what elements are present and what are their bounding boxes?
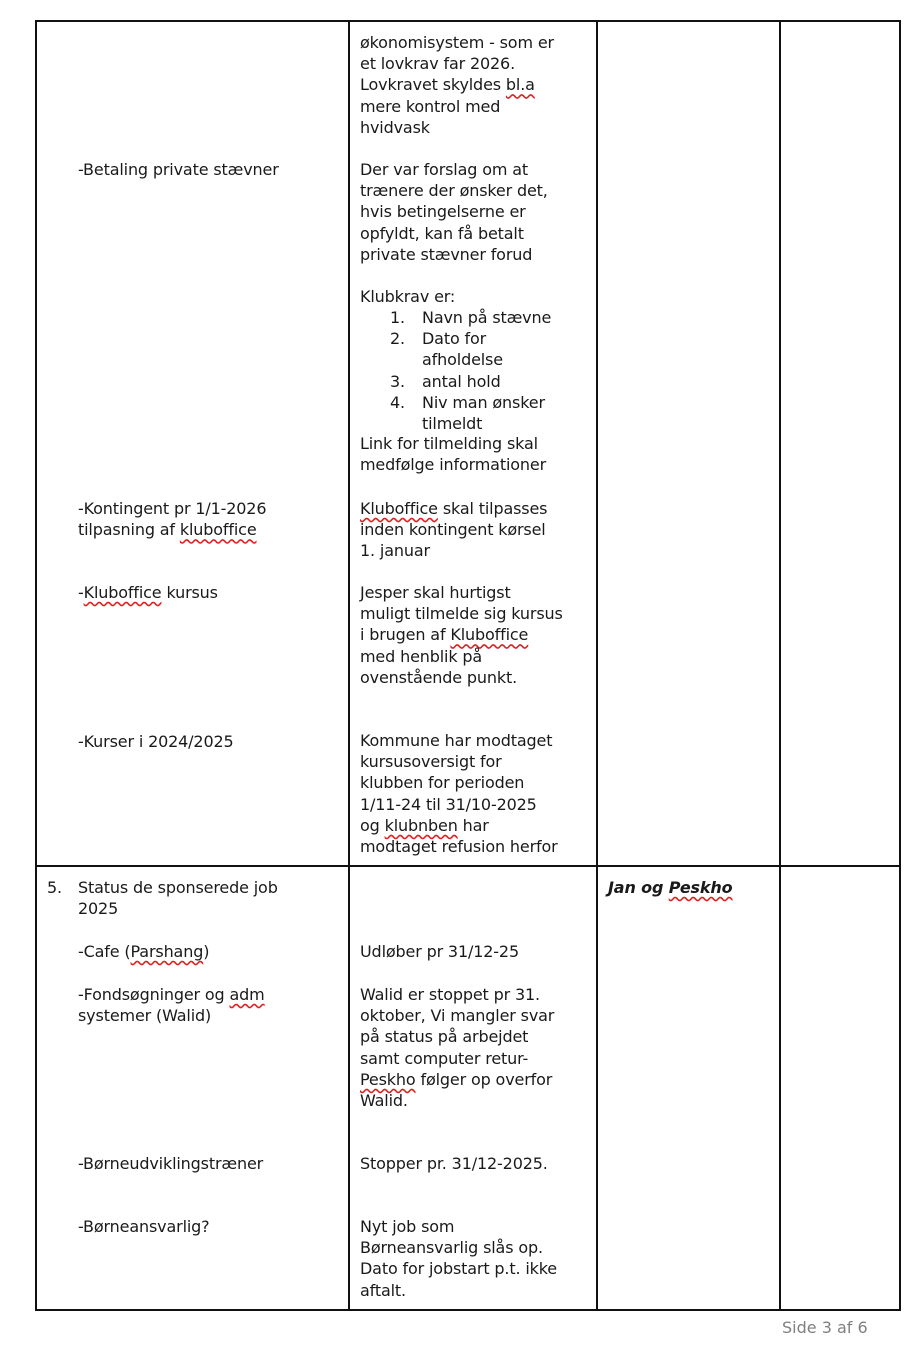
text-line: Kluboffice skal tilpasses <box>360 499 548 518</box>
text-line: ovenstående punkt. <box>360 667 518 687</box>
text-line: Børneansvarlig slås op. <box>360 1238 543 1258</box>
text-line: Udløber pr 31/12-25 <box>360 942 519 961</box>
text-line: -Kurser i 2024/2025 <box>78 732 234 751</box>
list-item-text: tilmeldt <box>422 413 483 433</box>
agenda-item-fondsogninger <box>78 984 265 1026</box>
list-item-text: afholdelse <box>422 350 503 370</box>
text-line: Nyt job som <box>360 1217 455 1236</box>
note-klubkrav-heading <box>360 286 455 307</box>
agenda-item-borneudvikling <box>78 1153 263 1174</box>
text-line: Kommune har modtaget <box>360 731 553 750</box>
note-jesper <box>360 582 563 688</box>
text-line: muligt tilmelde sig kursus <box>360 604 563 624</box>
text-line: Walid er stoppet pr 31. <box>360 985 540 1004</box>
text-line: Jesper skal hurtigst <box>360 583 511 602</box>
text-line: -Børneansvarlig? <box>78 1217 210 1236</box>
text-line: Stopper pr. 31/12-2025. <box>360 1154 548 1173</box>
klubkrav-list <box>360 307 551 434</box>
responsible-persons <box>608 877 732 898</box>
note-link <box>360 433 546 475</box>
text-line: Der var forslag om at <box>360 160 528 179</box>
text-line: trænere der ønsker det, <box>360 181 548 201</box>
text-line: private stævner forud <box>360 244 533 264</box>
list-number: 4. <box>390 392 405 412</box>
note-nyt-job <box>360 1216 557 1301</box>
text-line: med henblik på <box>360 646 483 666</box>
list-item <box>360 371 551 392</box>
text-line: hvis betingelserne er <box>360 202 526 222</box>
list-number: 2. <box>390 329 405 349</box>
agenda-item-borneansvarlig <box>78 1216 210 1237</box>
text-line: -Kontingent pr 1/1-2026 <box>78 499 267 518</box>
list-item-text: Dato for <box>422 329 487 349</box>
agenda-item-cafe <box>78 941 209 962</box>
item-number-text: 5. <box>47 878 62 897</box>
page-number: Side 3 af 6 <box>782 1318 868 1337</box>
item-title <box>78 877 278 919</box>
list-number: 1. <box>390 308 405 327</box>
text-line: opfyldt, kan få betalt <box>360 223 524 243</box>
text-line: og klubnben har <box>360 815 489 835</box>
text-line: i brugen af Kluboffice <box>360 625 529 645</box>
list-item <box>360 392 551 434</box>
text-line: Klubkrav er: <box>360 287 456 306</box>
text-line: Status de sponserede job <box>78 878 278 897</box>
text-line: -Børneudviklingstræner <box>78 1154 264 1173</box>
note-kluboffice <box>360 498 547 562</box>
text-line: Lovkravet skyldes bl.a <box>360 75 535 95</box>
list-item-text: Niv man ønsker <box>422 392 545 412</box>
column-divider-1 <box>348 20 350 1311</box>
text-line: medfølge informationer <box>360 455 547 475</box>
text-line: inden kontingent kørsel <box>360 520 546 540</box>
text-line: på status på arbejdet <box>360 1027 529 1047</box>
text-line: tilpasning af kluboffice <box>78 520 257 540</box>
text-line: Link for tilmelding skal <box>360 434 538 453</box>
list-number: 3. <box>390 371 405 391</box>
list-item <box>360 328 551 370</box>
text-line: Dato for jobstart p.t. ikke <box>360 1259 557 1279</box>
text-line: -Kluboffice kursus <box>78 583 218 602</box>
text-line: 1/11-24 til 31/10-2025 <box>360 794 537 814</box>
text-line: -Fondsøgninger og adm <box>78 985 265 1004</box>
text-line: Peskho følger op overfor <box>360 1069 553 1089</box>
text-line: -Cafe (Parshang) <box>78 942 210 961</box>
table-border-top <box>36 20 901 22</box>
text-line: -Betaling private stævner <box>78 160 279 179</box>
text-line: mere kontrol med <box>360 96 501 116</box>
text-line: hvidvask <box>360 117 430 137</box>
list-item-text: antal hold <box>422 371 501 391</box>
text-line: økonomisystem - som er <box>360 33 554 52</box>
responsible-text: Jan og Peskho <box>608 878 733 897</box>
agenda-item-kluboffice-kursus <box>78 582 218 603</box>
text-line: Walid. <box>360 1090 408 1110</box>
column-divider-3 <box>779 20 781 1311</box>
note-okonomisystem <box>360 32 554 138</box>
text-line: 1. januar <box>360 541 430 561</box>
list-item-text: Navn på stævne <box>422 308 552 327</box>
note-udlober <box>360 941 519 962</box>
text-line: kursusoversigt for <box>360 752 502 772</box>
item-number <box>47 877 62 898</box>
table-border-bottom <box>36 1309 901 1311</box>
column-divider-2 <box>596 20 598 1311</box>
text-line: oktober, Vi mangler svar <box>360 1006 555 1026</box>
text-line: klubben for perioden <box>360 773 525 793</box>
note-kommune <box>360 730 558 857</box>
note-stopper <box>360 1153 548 1174</box>
note-betaling <box>360 159 548 265</box>
text-line: samt computer retur- <box>360 1048 529 1068</box>
text-line: aftalt. <box>360 1280 406 1300</box>
agenda-item-kurser <box>78 731 234 752</box>
table-border-left <box>35 20 37 1311</box>
text-line: systemer (Walid) <box>78 1006 212 1026</box>
text-line: 2025 <box>78 899 119 919</box>
list-item <box>360 307 551 328</box>
table-border-right <box>899 20 901 1311</box>
row-divider <box>36 865 901 867</box>
note-walid <box>360 984 554 1111</box>
text-line: et lovkrav far 2026. <box>360 54 516 74</box>
agenda-item-betaling <box>78 159 279 180</box>
text-line: modtaget refusion herfor <box>360 836 558 856</box>
agenda-item-kontingent <box>78 498 266 540</box>
